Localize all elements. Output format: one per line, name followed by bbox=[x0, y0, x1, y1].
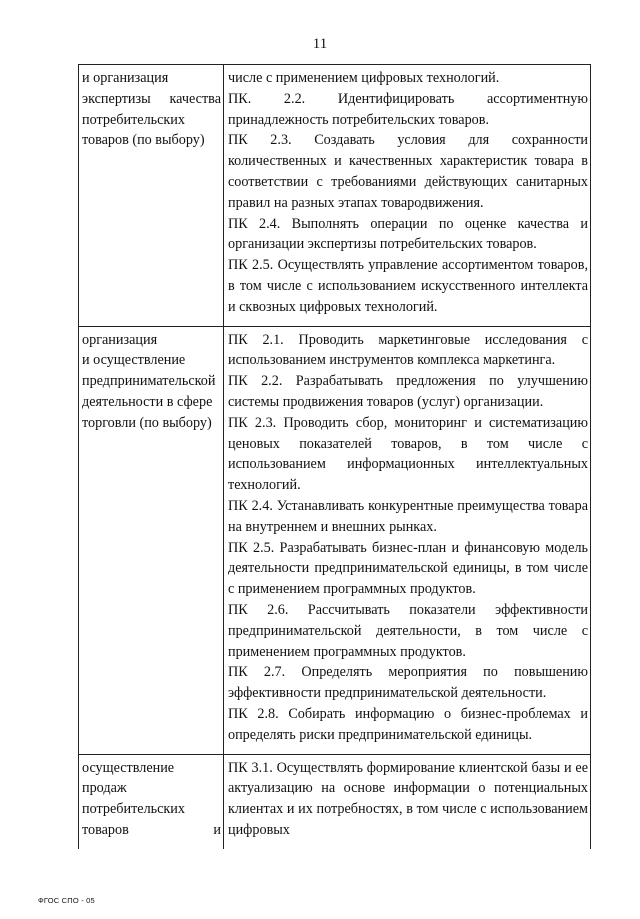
competency-item: ПК 2.8. Собирать информацию о бизнес-проблемах и определять риски предпринимательской единицы. bbox=[228, 705, 588, 743]
competency-item: ПК 2.2. Разрабатывать предложения по улучшению системы продвижения товаров (услуг) организации. bbox=[228, 373, 588, 410]
activity-line: торговли (по выбору) bbox=[82, 414, 212, 431]
competency-item: ПК 3.1. Осуществлять формирование клиентской базы и ее актуализацию на основе информации о потенциальных клиентах и их потребностях, в том числе с использованием цифровых bbox=[228, 759, 588, 838]
competency-item: ПК 2.5. Осуществлять управление ассортиментом товаров, в том числе с использованием искусственного интеллекта и сквозных цифровых технологий. bbox=[228, 257, 588, 315]
activity-line: потребительских bbox=[82, 801, 185, 818]
activity-line: товаров (по выбору) bbox=[82, 132, 205, 149]
activity-line: предпринимательской bbox=[82, 373, 216, 390]
table-row bbox=[79, 65, 591, 327]
activity-line: потребительских bbox=[82, 111, 185, 128]
competency-table bbox=[78, 64, 591, 849]
activity-type-cell bbox=[79, 65, 224, 327]
competency-item: ПК 2.6. Рассчитывать показатели эффективности предпринимательской деятельности, в том числе с применением программных продуктов. bbox=[228, 601, 588, 660]
activity-line: товаров и bbox=[82, 821, 221, 838]
activity-line: деятельности в сфере bbox=[82, 393, 213, 410]
activity-type-cell bbox=[79, 326, 224, 754]
activity-line: осуществление bbox=[82, 759, 175, 776]
competency-item: ПК 2.1. Проводить маркетинговые исследования с использованием инструментов комплекса маркетинга. bbox=[228, 331, 588, 369]
activity-line: продаж bbox=[82, 780, 127, 797]
competencies-cell bbox=[224, 754, 591, 849]
competency-item: ПК 2.5. Разрабатывать бизнес-план и финансовую модель деятельности предпринимательской единицы, в том числе с применением программных продуктов. bbox=[228, 539, 588, 598]
competency-item: числе с применением цифровых технологий. bbox=[228, 70, 500, 86]
competencies-cell bbox=[224, 65, 591, 327]
activity-type-cell bbox=[79, 754, 224, 849]
competency-item: ПК. 2.2. Идентифицировать ассортиментную принадлежность потребительских товаров. bbox=[228, 90, 588, 128]
activity-line: и организация bbox=[82, 70, 169, 86]
table-row bbox=[79, 326, 591, 754]
page-number: 11 bbox=[312, 36, 328, 52]
table-row bbox=[79, 754, 591, 849]
activity-line: и осуществление bbox=[82, 352, 186, 369]
competencies-cell bbox=[224, 326, 591, 754]
competency-item: ПК 2.4. Выполнять операции по оценке качества и организации экспертизы потребительских товаров. bbox=[228, 215, 588, 253]
competency-item: ПК 2.4. Устанавливать конкурентные преимущества товара на внутреннем и внешних рынках. bbox=[228, 497, 588, 535]
footer-label: ФГОС СПО - 05 bbox=[38, 896, 95, 905]
activity-line: экспертизы качества bbox=[82, 90, 221, 107]
competency-item: ПК 2.7. Определять мероприятия по повышению эффективности предпринимательской деятельности. bbox=[228, 664, 588, 702]
competency-item: ПК 2.3. Проводить сбор, мониторинг и систематизацию ценовых показателей товаров, в том числе с использованием информационных интеллектуальных технологий. bbox=[228, 414, 588, 494]
activity-line: организация bbox=[82, 331, 158, 348]
competency-item: ПК 2.3. Создавать условия для сохранности количественных и качественных характеристик товара в соответствии с требованиями действующих санитарных правил на разных этапах товародвижения. bbox=[228, 132, 588, 211]
